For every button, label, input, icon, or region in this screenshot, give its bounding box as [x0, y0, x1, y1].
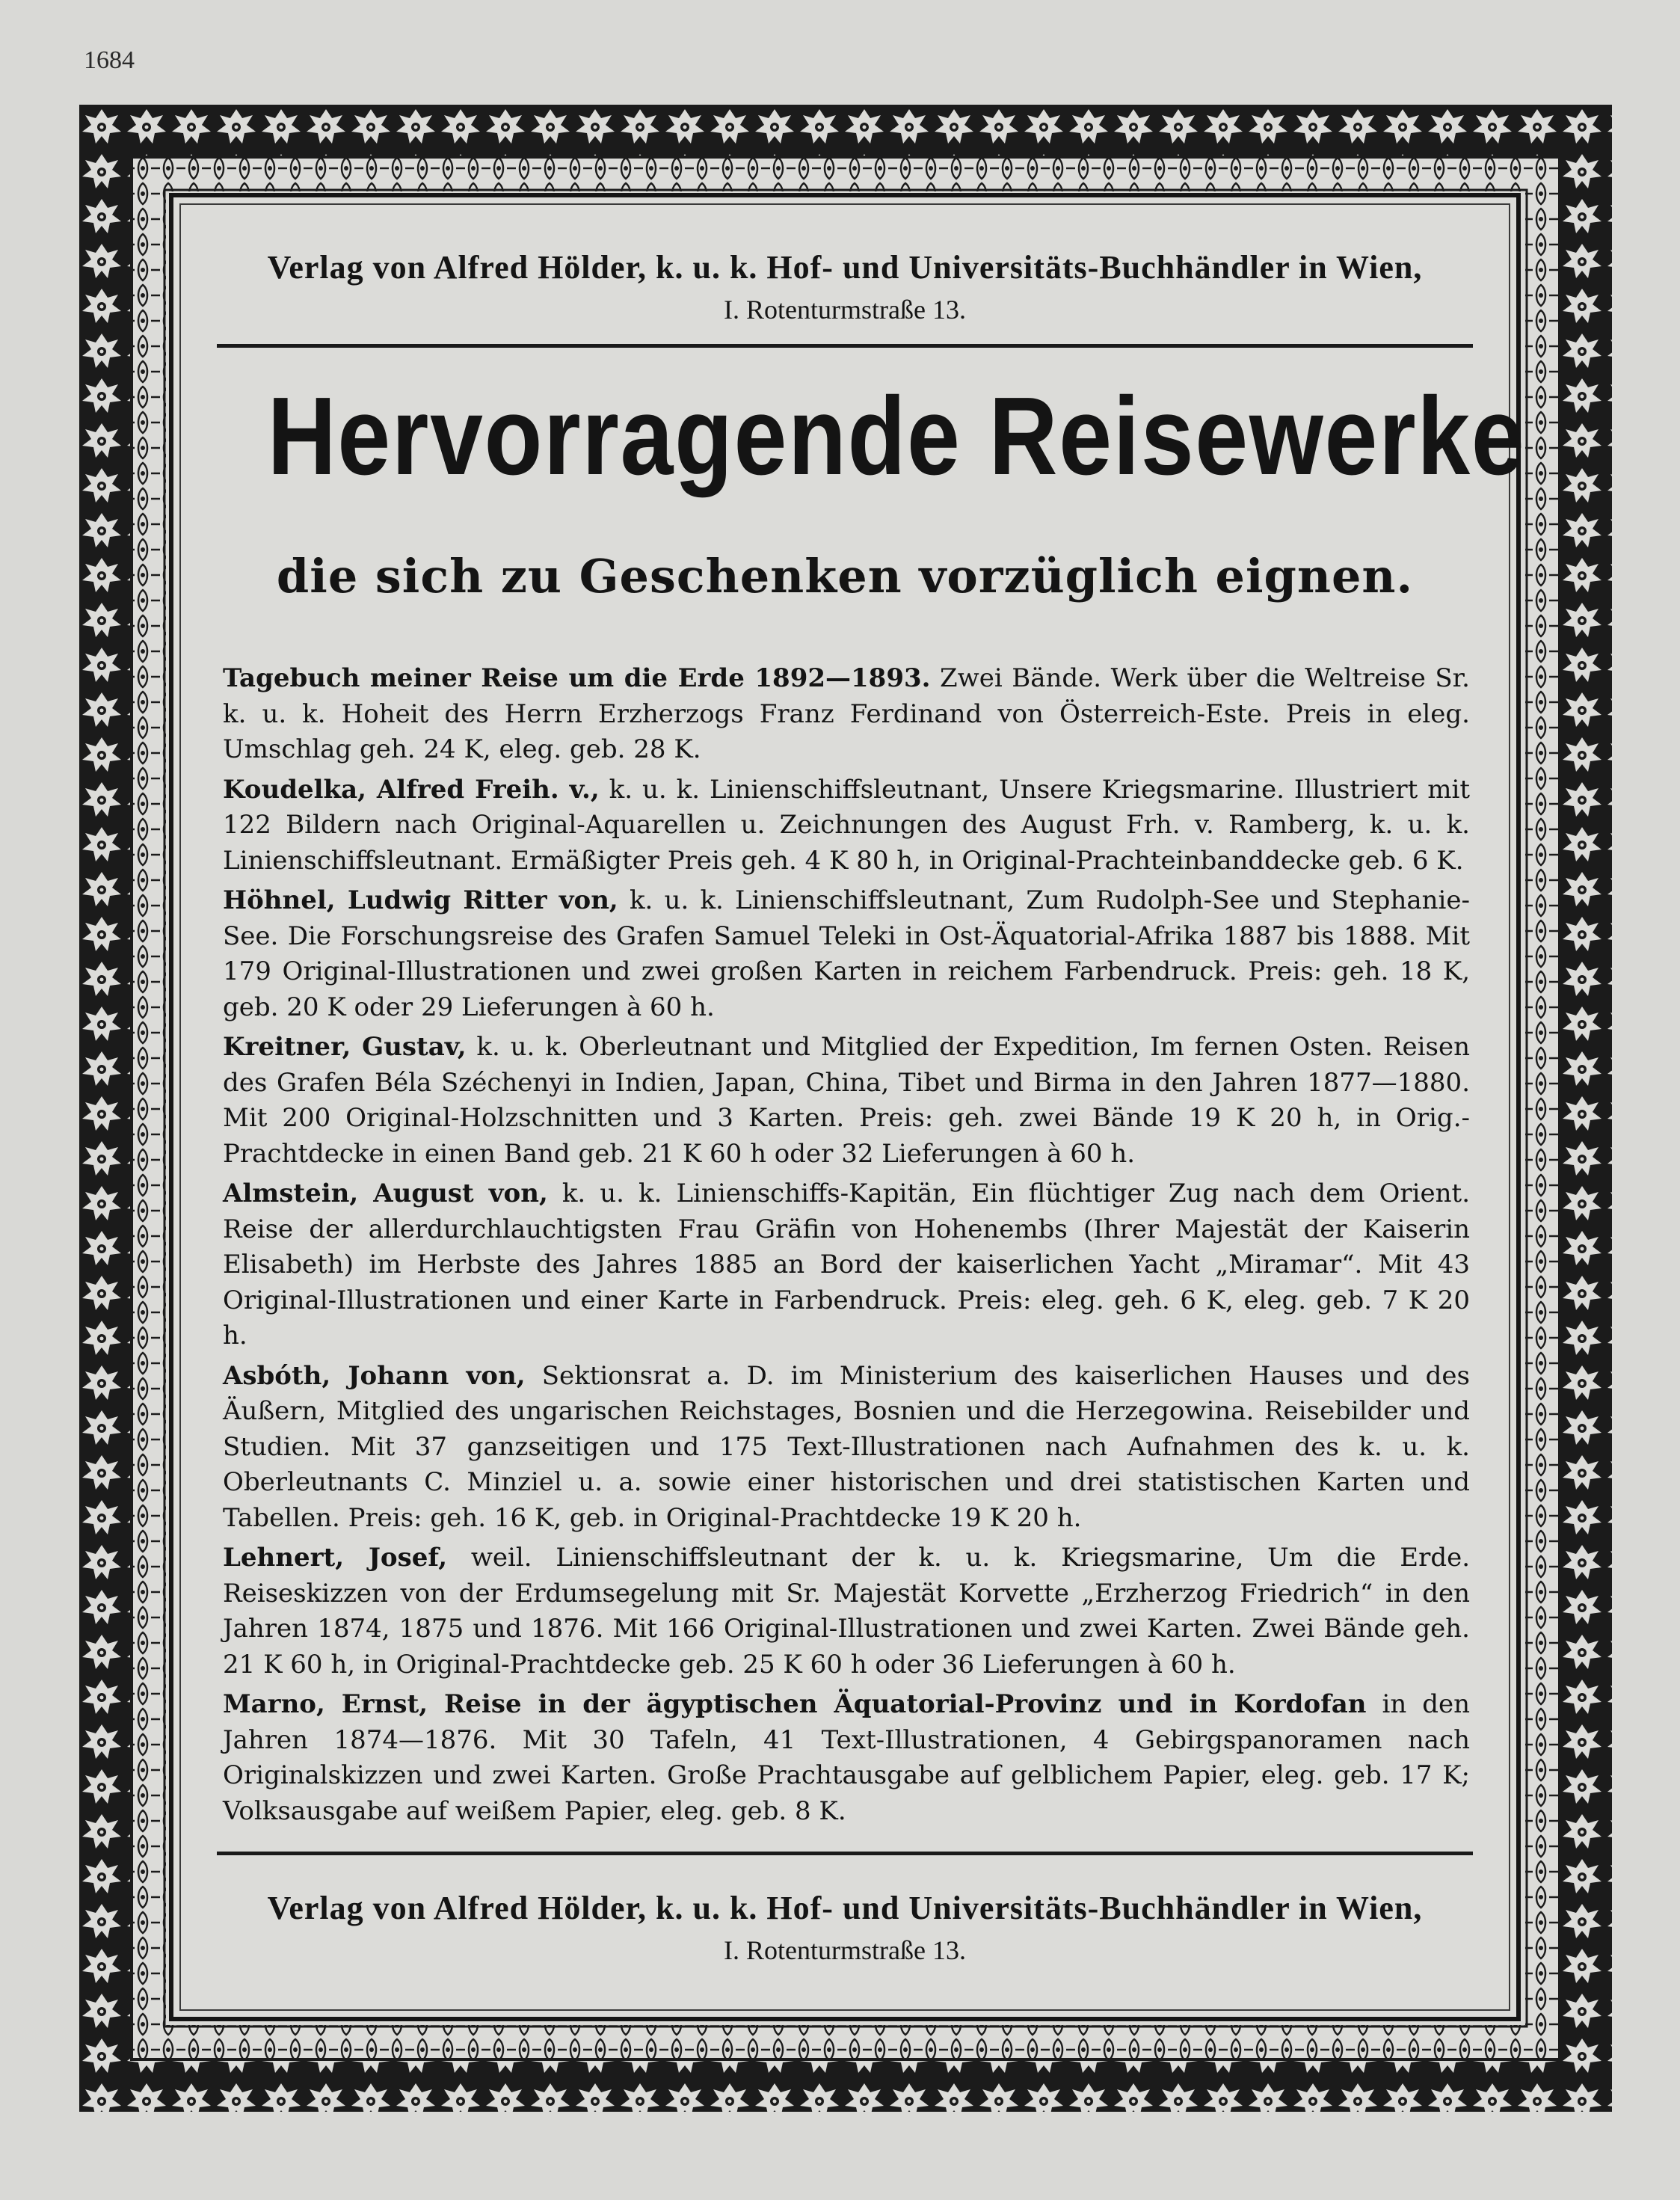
advertisement-panel	[169, 193, 1526, 2021]
headline: Hervorragende Reisewerke	[267, 375, 1526, 498]
entry-text: k. u. k. Oberleutnant und Mitglied der Expedition, Im fernen Osten. Reisen des Grafen Béla Széchenyi in Indien, Japan, China, Tibet und Birma in den Jahren 1877—1880. Mit 200 Original-Holzschnitten und 3 Karten. Preis: geh. zwei Bände 19 K 20 h, in Orig.-Prachtdecke in einen Band geb. 21 K 60 h oder 32 Lieferungen à 60 h.	[223, 1032, 1471, 1169]
entry-text: Zwei Bände. Werk über die Weltreise Sr. k. u. k. Hoheit des Herrn Erzherzogs Franz Ferdinand von Österreich-Este. Preis in eleg. Umschlag geh. 24 K, eleg. geb. 28 K.	[223, 663, 1470, 764]
entry-text: k. u. k. Linienschiffsleutnant, Unsere Kriegsmarine. Illustriert mit 122 Bildern nach Original-Aquarellen u. Zeichnungen des August Frh. v. Ramberg, k. u. k. Linienschiffsleutnant. Ermäßigter Preis geh. 4 K 80 h, in Original-Prachteinbanddecke geb. 6 K.	[223, 774, 1470, 876]
publisher-footer	[173, 1889, 1516, 1966]
list-item	[223, 1540, 1470, 1683]
publisher-address: I. Rotenturmstraße 13.	[724, 295, 966, 325]
entry-author: Kreitner, Gustav,	[223, 1032, 467, 1062]
publisher-address: I. Rotenturmstraße 13.	[724, 1935, 966, 1965]
list-item	[223, 661, 1470, 768]
entry-author: Lehnert, Josef,	[223, 1543, 448, 1573]
publisher-header	[173, 248, 1516, 325]
entry-author: Almstein, August von,	[223, 1179, 548, 1208]
publisher-name: Verlag von Alfred Hölder, k. u. k. Hof- und Universitäts-Buchhändler in Wien,	[267, 249, 1423, 286]
entry-author: Tagebuch meiner Reise um die Erde 1892—1893.	[223, 663, 931, 693]
list-item	[223, 1030, 1470, 1172]
entry-author: Koudelka, Alfred Freih. v.,	[223, 774, 600, 805]
entry-text: Sektionsrat a. D. im Ministerium des kaiserlichen Hauses und des Äußern, Mitglied des ungarischen Reichstages, Bosnien und die Herzegowina. Reisebilder und Studien. Mit 37 ganzseitigen und 175 Text-Illustrationen nach Aufnahmen des k. u. k. Oberleutnants C. Minziel u. a. sowie einer historischen und drei statistischen Karten und Tabellen. Preis: geh. 16 K, geb. in Original-Prachtdecke 19 K 20 h.	[223, 1360, 1470, 1533]
list-item	[223, 1359, 1470, 1537]
entry-text: k. u. k. Linienschiffs-Kapitän, Ein flüchtiger Zug nach dem Orient. Reise der allerdurchlauchtigsten Frau Gräfin von Hohenembs (Ihrer Majestät der Kaiserin Elisabeth) im Herbste des Jahres 1885 an Bord der kaiserlichen Yacht „Miramar“. Mit 43 Original-Illustrationen und einer Karte in Farbendruck. Preis: eleg. geh. 6 K, eleg. geb. 7 K 20 h.	[223, 1179, 1471, 1351]
entry-text: k. u. k. Linienschiffsleutnant, Zum Rudolph-See und Stephanie-See. Die Forschungsreise des Grafen Samuel Teleki in Ost-Äquatorial-Afrika 1887 bis 1888. Mit 179 Original-Illustrationen und zwei großen Karten in reichem Farbendruck. Preis: geh. 18 K, geb. 20 K oder 29 Lieferungen à 60 h.	[223, 885, 1470, 1022]
entry-author: Marno, Ernst, Reise in der ägyptischen Äquatorial-Provinz und in Kordofan	[223, 1689, 1367, 1719]
entry-text: weil. Linienschiffsleutnant der k. u. k. Kriegsmarine, Um die Erde. Reiseskizzen von der Erdumsegelung mit Sr. Majestät Korvette „Erzherzog Friedrich“ in den Jahren 1874, 1875 und 1876. Mit 166 Original-Illustrationen und zwei Karten. Zwei Bände geh. 21 K 60 h, in Original-Prachtdecke geb. 25 K 60 h oder 36 Lieferungen à 60 h.	[223, 1543, 1471, 1680]
publisher-name: Verlag von Alfred Hölder, k. u. k. Hof- und Universitäts-Buchhändler in Wien,	[267, 1890, 1423, 1926]
entry-author: Höhnel, Ludwig Ritter von,	[223, 885, 618, 915]
list-item	[223, 772, 1470, 879]
entry-author: Asbóth, Johann von,	[223, 1360, 526, 1391]
page-number: 1684	[84, 46, 135, 74]
divider-rule	[217, 344, 1473, 348]
book-list	[223, 661, 1470, 1834]
divider-rule	[217, 1852, 1473, 1855]
subtitle: die sich zu Geschenken vorzüglich eignen.	[276, 549, 1414, 603]
list-item	[223, 883, 1470, 1025]
entry-text: in den Jahren 1874—1876. Mit 30 Tafeln, 41 Text-Illustrationen, 4 Gebirgspanoramen nach Originalskizzen und zwei Karten. Große Prachtausgabe auf gelblichem Papier, eleg. geb. 17 K; Volksausgabe auf weißem Papier, eleg. geb. 8 K.	[223, 1689, 1471, 1826]
list-item	[223, 1687, 1470, 1829]
list-item	[223, 1176, 1470, 1354]
